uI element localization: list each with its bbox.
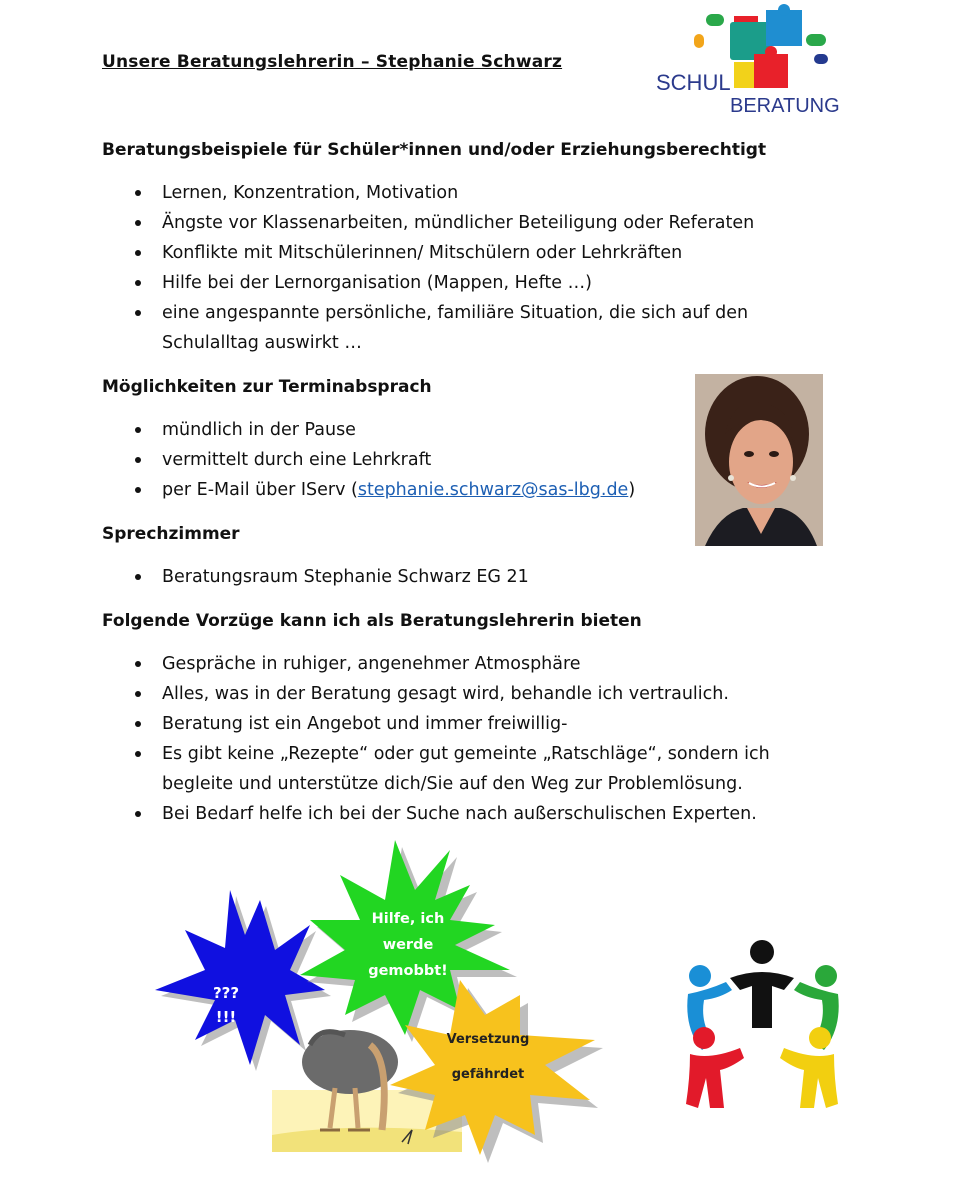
list-item: vermittelt durch eine Lehrkraft	[102, 445, 635, 475]
list-item: Beratungsraum Stephanie Schwarz EG 21	[102, 562, 529, 592]
appointments-heading: Möglichkeiten zur Terminabsprach	[102, 377, 432, 397]
page-title: Unsere Beratungslehrerin – Stephanie Schwarz	[102, 52, 563, 72]
list-item: mündlich in der Pause	[102, 415, 635, 445]
list-item: Es gibt keine „Rezepte“ oder gut gemeinte „Ratschläge“, sondern ich	[102, 739, 770, 769]
list-item: Beratung ist ein Angebot und immer freiwillig-	[102, 709, 770, 739]
examples-heading: Beratungsbeispiele für Schüler*innen und/oder Erziehungsberechtigt	[102, 140, 767, 160]
email-suffix: )	[628, 480, 636, 500]
star-yellow-line1: Versetzung	[446, 1032, 530, 1047]
list-item: eine angespannte persönliche, familiäre Situation, die sich auf den	[102, 298, 754, 328]
appointments-list	[102, 415, 635, 505]
email-link[interactable]: stephanie.schwarz@sas-lbg.de	[357, 480, 629, 500]
room-heading: Sprechzimmer	[102, 524, 240, 544]
advantages-heading: Folgende Vorzüge kann ich als Beratungslehrerin bieten	[102, 611, 642, 631]
star-green-line3: gemobbt!	[368, 963, 448, 979]
list-item: Bei Bedarf helfe ich bei der Suche nach außerschulischen Experten.	[102, 799, 770, 829]
list-item: Gespräche in ruhiger, angenehmer Atmosphäre	[102, 649, 770, 679]
list-item: Konflikte mit Mitschülerinnen/ Mitschülern oder Lehrkräften	[102, 238, 754, 268]
list-item: Alles, was in der Beratung gesagt wird, behandle ich vertraulich.	[102, 679, 770, 709]
portrait-photo	[695, 374, 823, 546]
logo-text-beratung: BERATUNG	[730, 95, 840, 117]
schulberatung-logo	[654, 4, 850, 118]
room-list	[102, 562, 529, 592]
advantages-list	[102, 649, 770, 829]
list-item: Hilfe bei der Lernorganisation (Mappen, Hefte …)	[102, 268, 754, 298]
email-prefix: per E-Mail über IServ (	[162, 480, 358, 500]
people-circle-icon	[680, 938, 845, 1113]
list-item-continuation: Schulalltag auswirkt …	[162, 333, 362, 353]
star-blue-line2: !!!	[215, 1008, 237, 1026]
star-yellow-line2: gefährdet	[451, 1067, 525, 1082]
list-item-email	[102, 475, 635, 505]
star-green-line1: Hilfe, ich	[371, 911, 445, 927]
star-blue-line1: ???	[212, 984, 240, 1002]
examples-list	[102, 178, 754, 358]
list-item-continuation: begleite und unterstütze dich/Sie auf den Weg zur Problemlösung.	[162, 774, 743, 794]
list-item: Lernen, Konzentration, Motivation	[102, 178, 754, 208]
list-item: Ängste vor Klassenarbeiten, mündlicher Beteiligung oder Referaten	[102, 208, 754, 238]
logo-text-schul: SCHUL	[656, 70, 731, 95]
star-green-line2: werde	[382, 937, 434, 953]
stars-illustration	[150, 830, 620, 1170]
